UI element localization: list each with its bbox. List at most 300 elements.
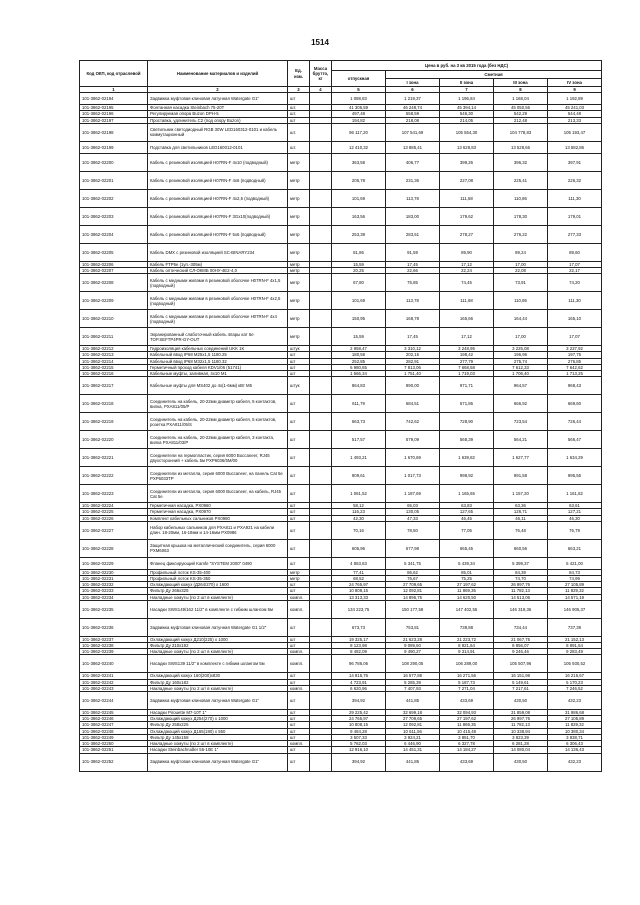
item-code: 101-3862-02205 [80, 243, 148, 261]
price-zone-2: 11 869,35 [440, 722, 494, 728]
price-zone-1: 9 089,60 [386, 643, 440, 649]
price-zone-1: 78,50 [386, 521, 440, 539]
price-zone-3: 7 217,61 [494, 685, 548, 691]
item-name: Кабель с резиновой изоляцией H07RN-F 3Gх10(подводный) [148, 207, 288, 225]
item-unit: компл. [288, 685, 310, 691]
item-unit: метр [288, 292, 310, 310]
price-zone-4: 1 634,29 [548, 449, 602, 467]
price-zone-1: 91,59 [386, 243, 440, 261]
price-release: 77,41 [332, 569, 386, 575]
item-unit: шт. [288, 105, 310, 111]
column-index: 4 [310, 87, 332, 93]
price-zone-2: 277,79 [440, 358, 494, 364]
price-zone-1: 579,09 [386, 431, 440, 449]
item-name: Защитная крышка на металлический соединитель, серия 6000 PXM6063 [148, 539, 288, 557]
table-row [80, 207, 602, 225]
header-price-group: Цена в руб. на 3 кв 2015 года (без НДС) [332, 61, 602, 71]
item-code: 101-3862-02226 [80, 515, 148, 521]
item-mass [310, 600, 332, 618]
item-code: 101-3862-02217 [80, 377, 148, 395]
price-zone-3: 660,56 [494, 539, 548, 557]
price-zone-3: 14 080,04 [494, 747, 548, 753]
price-zone-1: 10 611,56 [386, 728, 440, 734]
price-zone-2: 214,05 [440, 117, 494, 123]
item-code: 101-3862-02231 [80, 576, 148, 582]
item-code: 101-3862-02201 [80, 171, 148, 189]
item-code: 101-3862-02245 [80, 710, 148, 716]
item-code: 101-3862-02198 [80, 123, 148, 141]
price-zone-2: 5 439,34 [440, 557, 494, 569]
item-mass [310, 243, 332, 261]
price-zone-3: 110,86 [494, 189, 548, 207]
header-zone-2: II зона [440, 79, 494, 87]
price-zone-2: 198,42 [440, 352, 494, 358]
price-zone-4: 663,21 [548, 539, 602, 557]
item-unit: шт [288, 395, 310, 413]
price-zone-2: 13 628,83 [440, 141, 494, 153]
item-code: 101-3862-02210 [80, 310, 148, 328]
item-name: Фильтр Ду 266х325 [148, 588, 288, 594]
price-zone-3: 84,39 [494, 569, 548, 575]
price-release: 611,79 [332, 395, 386, 413]
item-unit: шт [288, 722, 310, 728]
price-release: 9 484,28 [332, 728, 386, 734]
column-index: 7 [440, 87, 494, 93]
item-name: Кабель с резиновой изоляцией H07RN-F 4х6 (подводный) [148, 171, 288, 189]
price-zone-2: 77,05 [440, 521, 494, 539]
header-unit: Ед. изм. [288, 61, 310, 87]
price-zone-4: 6 306,43 [548, 741, 602, 747]
price-zone-2: 63,83 [440, 503, 494, 509]
item-name: Охлаждающий кожух Д210(225) х 1000 [148, 636, 288, 642]
item-name: Кабель оптический СЛ-ОКМБ 00НУ-4Е2-4,0 [148, 268, 288, 274]
item-code: 101-3862-02230 [80, 569, 148, 575]
price-release: 96 117,20 [332, 123, 386, 141]
item-name: Кабель с медными жилами в резиновой оболочке H07RN-F 4х2,5 (подводный) [148, 292, 288, 310]
price-zone-1: 742,62 [386, 413, 440, 431]
price-zone-1: 1 187,69 [386, 485, 440, 503]
item-name: Накладные хомуты (по 2 шт в комплекте) [148, 741, 288, 747]
price-zone-3: 3 823,39 [494, 734, 548, 740]
item-unit: шт [288, 753, 310, 771]
price-release: 13 313,33 [332, 594, 386, 600]
price-zone-1: 5 285,39 [386, 679, 440, 685]
header-code: Код ОКП, код отраслевой [80, 61, 148, 87]
price-release: 134 223,75 [332, 600, 386, 618]
table-row [80, 557, 602, 569]
price-zone-2: 1 639,82 [440, 449, 494, 467]
price-zone-2: 998,92 [440, 467, 494, 485]
price-zone-1: 1 017,73 [386, 467, 440, 485]
item-mass [310, 93, 332, 105]
price-release: 6 620,96 [332, 685, 386, 691]
item-unit: шт [288, 117, 310, 123]
item-code: 101-3862-02215 [80, 364, 148, 370]
price-zone-3: 74,70 [494, 576, 548, 582]
price-zone-3: 7 612,33 [494, 364, 548, 370]
price-zone-2: 9 314,91 [440, 649, 494, 655]
price-zone-1: 7 813,06 [386, 364, 440, 370]
price-zone-3: 276,22 [494, 225, 548, 243]
price-zone-1: 684,51 [386, 395, 440, 413]
item-unit: шт [288, 485, 310, 503]
price-zone-4: 179,01 [548, 207, 602, 225]
item-unit: шт [288, 509, 310, 515]
price-zone-3: 26 997,76 [494, 582, 548, 588]
price-zone-3: 146 319,36 [494, 600, 548, 618]
price-release: 14 815,76 [332, 673, 386, 679]
price-release: 41 305,59 [332, 105, 386, 111]
item-unit: компл. [288, 600, 310, 618]
price-zone-4: 14 571,19 [548, 594, 602, 600]
item-name: Насадки Steinbachrudler 55-10Е 1" [148, 747, 288, 753]
price-zone-3: 17,00 [494, 261, 548, 267]
column-index: 5 [332, 87, 386, 93]
price-release: 1 566,34 [332, 371, 386, 377]
price-zone-3: 11 782,13 [494, 588, 548, 594]
table-row [80, 600, 602, 618]
price-zone-2: 127,65 [440, 509, 494, 515]
item-unit: метр [288, 243, 310, 261]
price-zone-3: 5 399,37 [494, 557, 548, 569]
price-zone-4: 74,20 [548, 274, 602, 292]
price-zone-2: 433,69 [440, 753, 494, 771]
price-zone-3: 46,11 [494, 515, 548, 521]
table-row [80, 395, 602, 413]
price-release: 58,12 [332, 503, 386, 509]
item-code: 101-3862-02194 [80, 93, 148, 105]
price-release: 394,92 [332, 753, 386, 771]
price-zone-4: 1 713,25 [548, 371, 602, 377]
price-zone-1: 283,51 [386, 225, 440, 243]
item-unit: шт [288, 371, 310, 377]
price-release: 5 762,03 [332, 741, 386, 747]
item-code: 101-3862-02225 [80, 509, 148, 515]
price-zone-2: 6 327,78 [440, 741, 494, 747]
item-mass [310, 377, 332, 395]
price-release: 6 980,65 [332, 364, 386, 370]
item-mass [310, 521, 332, 539]
item-unit: шт [288, 557, 310, 569]
price-release: 909,61 [332, 467, 386, 485]
item-name: Задвижка муфтовая клиновая латунная Watergate G1" [148, 753, 288, 771]
item-unit: шт [288, 503, 310, 509]
item-name: Фильтр Ду 258х225 [148, 722, 288, 728]
item-mass [310, 207, 332, 225]
item-code: 101-3862-02219 [80, 413, 148, 431]
item-mass [310, 153, 332, 171]
item-mass [310, 328, 332, 346]
price-zone-4: 226,32 [548, 171, 602, 189]
price-zone-1: 441,85 [386, 753, 440, 771]
header-mass: Масса брутто, кг [310, 61, 332, 87]
price-zone-3: 1 627,77 [494, 449, 548, 467]
item-code: 101-3862-02195 [80, 105, 148, 111]
price-release: 10 808,15 [332, 722, 386, 728]
price-zone-2: 399,26 [440, 153, 494, 171]
item-code: 101-3862-02221 [80, 449, 148, 467]
price-zone-2: 7 668,58 [440, 364, 494, 370]
table-row [80, 274, 602, 292]
price-release: 81,86 [332, 243, 386, 261]
price-zone-2: 5 187,73 [440, 679, 494, 685]
price-zone-2: 671,86 [440, 395, 494, 413]
price-zone-4: 1 192,89 [548, 93, 602, 105]
column-index: 1 [80, 87, 148, 93]
item-mass [310, 753, 332, 771]
item-name: Фильтр Ду 145х158 [148, 734, 288, 740]
item-name: Насадки Pirouette M7-10Т 1" [148, 710, 288, 716]
price-zone-3: 164,44 [494, 310, 548, 328]
item-code: 101-3862-02239 [80, 649, 148, 655]
price-zone-3: 11 782,13 [494, 722, 548, 728]
price-zone-1: 12 092,81 [386, 588, 440, 594]
item-name: Соединители из металла, серия 6000 Buccaneer, на кабель, RJ45 Cat 5e [148, 485, 288, 503]
item-code: 101-3862-02223 [80, 485, 148, 503]
price-zone-1: 130,05 [386, 509, 440, 515]
price-zone-3: 73,91 [494, 274, 548, 292]
price-zone-3: 275,74 [494, 358, 548, 364]
price-release: 663,73 [332, 413, 386, 431]
item-unit: шт [288, 588, 310, 594]
price-zone-4: 17,07 [548, 261, 602, 267]
price-zone-1: 86,62 [386, 569, 440, 575]
price-zone-1: 17,45 [386, 261, 440, 267]
price-zone-2: 14 620,50 [440, 594, 494, 600]
item-code: 101-3862-02212 [80, 346, 148, 352]
table-row [80, 243, 602, 261]
item-name: Кабель с резиновой изоляцией H07RN-F 4х2,5 (подводный) [148, 189, 288, 207]
price-zone-2: 11 869,35 [440, 588, 494, 594]
price-zone-1: 76,67 [386, 576, 440, 582]
item-code: 101-3862-02214 [80, 358, 148, 364]
price-zone-1: 16 577,88 [386, 673, 440, 679]
price-zone-1: 168,78 [386, 310, 440, 328]
price-zone-3: 9 246,46 [494, 649, 548, 655]
column-index: 8 [494, 87, 548, 93]
item-unit: метр [288, 576, 310, 582]
price-zone-4: 105 193,47 [548, 123, 602, 141]
price-zone-3: 178,30 [494, 207, 548, 225]
item-name: Соединитель на кабель, 20-22мм диаметр кабеля, 5 контактов, вилка, PXA811/05/P [148, 395, 288, 413]
price-zone-2: 27 197,62 [440, 582, 494, 588]
price-release: 96 786,06 [332, 655, 386, 673]
price-zone-1: 32 699,18 [386, 710, 440, 716]
item-unit: шт [288, 747, 310, 753]
price-table [79, 60, 602, 772]
item-mass [310, 171, 332, 189]
item-mass [310, 485, 332, 503]
item-name: Набор кабельных сальников для PXA811 и PXA921 на кабели длин. 18-20мм, 16-18мм и 14-16мм PX0986 [148, 521, 288, 539]
item-name: Насадки SWS139 11/2" в комплекте с гибким шлангом 5м [148, 655, 288, 673]
price-release: 252,85 [332, 358, 386, 364]
item-code: 101-3862-02246 [80, 716, 148, 722]
price-zone-3: 430,50 [494, 692, 548, 710]
price-release: 2 958,47 [332, 346, 386, 352]
price-zone-3: 1 157,20 [494, 485, 548, 503]
table-row [80, 377, 602, 395]
item-code: 101-3862-02237 [80, 636, 148, 642]
price-release: 363,58 [332, 153, 386, 171]
price-zone-3: 26 997,76 [494, 716, 548, 722]
price-zone-1: 990,00 [386, 377, 440, 395]
item-code: 101-3862-02249 [80, 734, 148, 740]
item-mass [310, 123, 332, 141]
price-zone-3: 430,50 [494, 753, 548, 771]
price-zone-4: 13 582,86 [548, 141, 602, 153]
item-unit: шт. [288, 141, 310, 153]
table-row [80, 431, 602, 449]
item-mass [310, 618, 332, 636]
price-release: 180,58 [332, 352, 386, 358]
price-zone-4: 8 891,54 [548, 643, 602, 649]
price-zone-1: 13 885,41 [386, 141, 440, 153]
price-zone-4: 995,55 [548, 467, 602, 485]
item-code: 101-3862-02248 [80, 728, 148, 734]
price-zone-2: 665,45 [440, 539, 494, 557]
price-zone-4: 9 283,49 [548, 649, 602, 655]
price-release: 12 916,10 [332, 747, 386, 753]
item-name: Соединитель на кабель, 20-22мм диаметр кабеля, 5 контактов, розетка PXA811/05/S [148, 413, 288, 431]
price-zone-3: 3 225,08 [494, 346, 548, 352]
item-unit: метр [288, 153, 310, 171]
price-zone-2: 16 271,56 [440, 673, 494, 679]
item-code: 101-3862-02252 [80, 753, 148, 771]
item-unit: метр [288, 310, 310, 328]
item-name: Кабельный ввод IP68 M32х1,5 1180.32 [148, 358, 288, 364]
price-release: 497,48 [332, 111, 386, 117]
item-name: Фильтр Ду 160х182 [148, 679, 288, 685]
price-zone-1: 17,45 [386, 328, 440, 346]
item-unit: шт [288, 716, 310, 722]
item-name: Кабель с медными жилами в резиновой оболочке H07RN-F 4х4 (подводный) [148, 310, 288, 328]
item-mass [310, 557, 332, 569]
header-release: отпускная [332, 71, 386, 87]
item-mass [310, 449, 332, 467]
price-release: 15,59 [332, 328, 386, 346]
price-zone-2: 45 394,14 [440, 105, 494, 111]
item-code: 101-3862-02241 [80, 673, 148, 679]
item-unit: шт [288, 582, 310, 588]
price-zone-2: 10 415,48 [440, 728, 494, 734]
price-release: 10 808,15 [332, 588, 386, 594]
price-release: 70,16 [332, 521, 386, 539]
price-release: 19 325,17 [332, 636, 386, 642]
column-index: 2 [148, 87, 288, 93]
price-zone-2: 3 851,70 [440, 734, 494, 740]
price-release: 116,23 [332, 509, 386, 515]
price-zone-4: 10 380,34 [548, 728, 602, 734]
price-zone-2: 165,66 [440, 310, 494, 328]
item-name: Комплект кабельных сальников PX0980 [148, 515, 288, 521]
item-mass [310, 225, 332, 243]
price-release: 517,57 [332, 431, 386, 449]
price-release: 8 482,09 [332, 649, 386, 655]
item-name: Герметичный проход кабеля KDV1/06 (51741) [148, 364, 288, 370]
price-zone-3: 31 859,08 [494, 710, 548, 716]
price-zone-3: 126,71 [494, 509, 548, 515]
item-name: Профильный лоток KS-35-350 [148, 576, 288, 582]
item-name: Фонтанная насадка Steinbach 75-20Т [148, 105, 288, 111]
item-mass [310, 274, 332, 292]
header-smetnaya: Сметная [386, 71, 602, 79]
item-code: 101-3862-02213 [80, 352, 148, 358]
price-zone-2: 433,69 [440, 692, 494, 710]
item-unit: компл. [288, 594, 310, 600]
price-zone-1: 12 092,81 [386, 722, 440, 728]
item-name: Накладные хомуты (по 2 шт в комплекте) [148, 685, 288, 691]
item-name: Накладные хомуты (по 2 шт в комплекте) [148, 594, 288, 600]
item-name: Накладные хомуты (по 2 шт в комплекте) [148, 649, 288, 655]
item-unit: шт [288, 673, 310, 679]
price-release: 1 061,52 [332, 485, 386, 503]
price-zone-4: 89,60 [548, 243, 602, 261]
price-zone-4: 397,91 [548, 153, 602, 171]
price-release: 101,69 [332, 189, 386, 207]
item-name: Кабельные муфты для MS402 до 4х(1-6мм) кВт M5 [148, 377, 288, 395]
price-zone-4: 127,21 [548, 509, 602, 515]
item-unit: шт [288, 467, 310, 485]
price-zone-4: 3 237,92 [548, 346, 602, 352]
item-unit: метр [288, 569, 310, 575]
item-code: 101-3862-02206 [80, 261, 148, 267]
price-zone-3: 666,92 [494, 395, 548, 413]
item-unit: метр [288, 171, 310, 189]
price-zone-4: 46,30 [548, 515, 602, 521]
price-zone-4: 7 642,62 [548, 364, 602, 370]
price-zone-2: 227,08 [440, 171, 494, 189]
price-zone-2: 46,45 [440, 515, 494, 521]
item-name: Задвижка муфтовая клиновая латунная Watergate G1" [148, 93, 288, 105]
price-zone-4: 276,85 [548, 358, 602, 364]
price-zone-3: 110,86 [494, 292, 548, 310]
table-row [80, 153, 602, 171]
price-zone-2: 89,90 [440, 243, 494, 261]
table-row [80, 171, 602, 189]
item-unit: шт. [288, 123, 310, 141]
price-zone-1: 406,77 [386, 153, 440, 171]
table-row [80, 618, 602, 636]
price-zone-1: 3 924,21 [386, 734, 440, 740]
item-code: 101-3862-02244 [80, 692, 148, 710]
item-name: Кабель с медными жилами в резиновой оболочке H07RN-F 4х1,5 (подводный) [148, 274, 288, 292]
item-name: Охлаждающий кожух Д254(270) х 1000 [148, 716, 288, 722]
price-zone-3: 196,96 [494, 352, 548, 358]
price-zone-3: 734,44 [494, 618, 548, 636]
price-release: 206,78 [332, 171, 386, 189]
item-mass [310, 655, 332, 673]
item-code: 101-3862-02227 [80, 521, 148, 539]
item-unit: шт [288, 728, 310, 734]
price-zone-4: 45 241,03 [548, 105, 602, 111]
price-zone-2: 14 184,27 [440, 747, 494, 753]
item-name: Проставка, удлинитель С2 (под опору Buzon) [148, 117, 288, 123]
price-release: 12 410,32 [332, 141, 386, 153]
price-release: 24 765,97 [332, 582, 386, 588]
price-zone-1: 282,91 [386, 358, 440, 364]
price-zone-2: 971,71 [440, 377, 494, 395]
price-zone-2: 728,90 [440, 413, 494, 431]
table-row [80, 467, 602, 485]
table-row [80, 655, 602, 673]
item-unit: шт [288, 364, 310, 370]
price-release: 29 225,42 [332, 710, 386, 716]
price-release: 4 723,91 [332, 679, 386, 685]
item-unit: шт [288, 521, 310, 539]
item-mass [310, 292, 332, 310]
price-release: 15,59 [332, 261, 386, 267]
item-name: Кабель FTP5e (1уп.-305м) [148, 261, 288, 267]
